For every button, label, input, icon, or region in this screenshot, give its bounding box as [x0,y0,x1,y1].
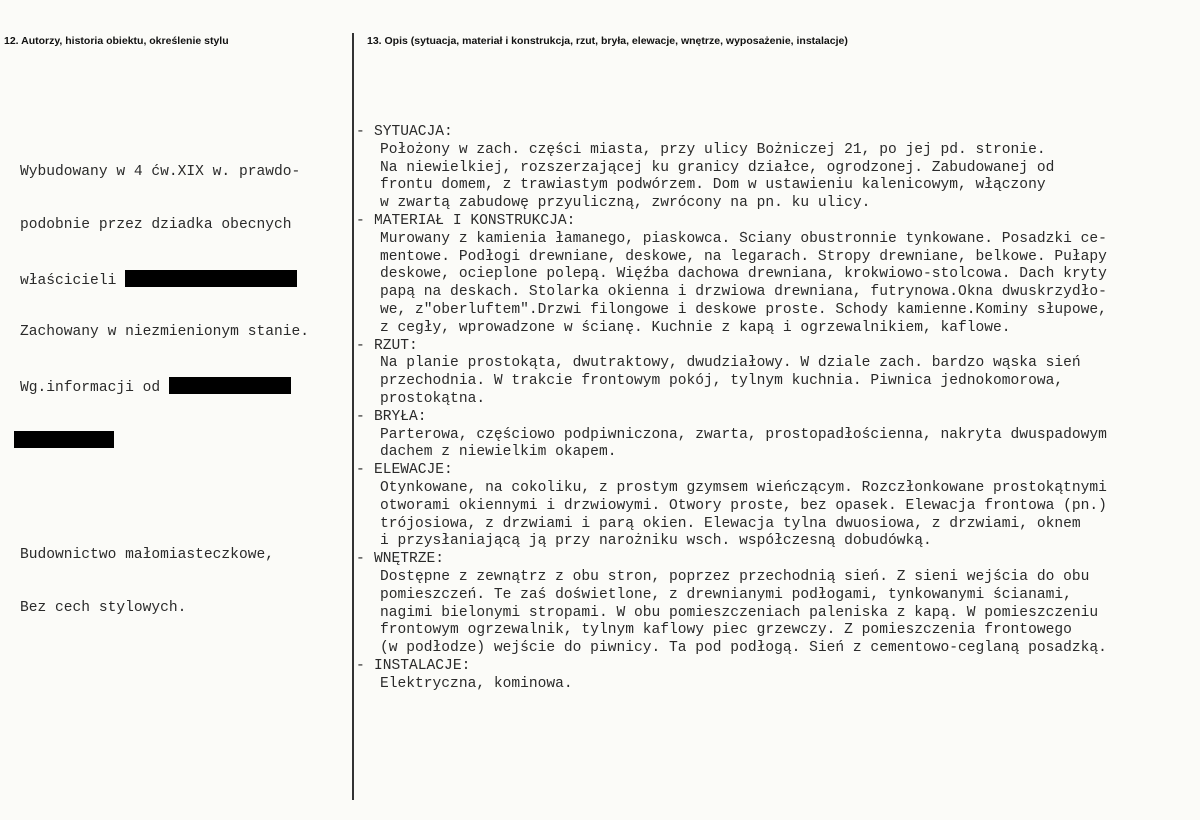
history-line: właścicieli [20,270,309,288]
section-line: przechodnia. W trakcie frontowym pokój, tylnym kuchnia. Piwnica jednokomorowa, [380,373,1064,390]
section-line: Na niewielkiej, rozszerzającej ku granicy działce, ogrodzonej. Zabudowanej od [380,159,1055,176]
section-line: deskowe, ocieplone polepą. Więźba dachowa drewniana, krokwiowo-stolcowa. Dach kryty [380,266,1107,283]
section-line: dachem z niewielkim okapem. [380,444,617,461]
column-divider [352,33,354,800]
section-line: Murowany z kamienia łamanego, piaskowca. Ściany obustronnie tynkowane. Posadzki ce- [380,230,1107,247]
section-body [356,480,1198,551]
section-line: otworami okiennymi i drzwiowymi. Otwory proste, bez opasek. Elewacja frontowa (pn.) [380,497,1107,514]
section-body [356,569,1198,658]
history-column [20,128,309,636]
description-section [356,409,1198,462]
section-line: Na planie prostokąta, dwutraktowy, dwudziałowy. W dziale zach. bardzo wąska sień [380,355,1081,372]
description-section [356,213,1198,338]
history-line: Zachowany w niezmienionym stanie. [20,323,310,340]
spacer [20,484,309,511]
section-body [356,355,1198,408]
section-line: i przysłaniającą ją przy narożniku wsch. współczesną dobudówką. [380,533,932,550]
section-heading [356,551,1198,569]
section-title: MATERIAŁ I KONSTRUKCJA: [374,212,576,229]
section-line: Elektryczna, kominowa. [380,675,573,692]
section-title: INSTALACJE: [374,657,471,674]
section-line: papą na deskach. Stolarka okienna i drzwiowa drewniana, futrynowa.Okna dwuskrzydło- [380,284,1107,301]
section-line: we, z"oberluftem".Drzwi filongowe i deskowe proste. Schody kamienne.Kominy słupowe, [380,301,1107,318]
section-title: BRYŁA: [374,408,427,425]
section-title: RZUT: [374,337,418,354]
redacted-block [169,377,291,394]
list-dash: - [356,337,365,354]
section-line: prostokątna. [380,390,486,407]
list-dash: - [356,551,365,568]
section-line: frontu domem, z trawiastym podwórzem. Dom w ustawieniu kalenicowym, włączony [380,177,1046,194]
section-12-header: 12. Autorzy, historia obiektu, określenie stylu [4,35,229,47]
section-line: w zwartą zabudowę przyuliczną, zwrócony na pn. ku ulicy. [380,195,871,212]
list-dash: - [356,462,365,479]
description-section [356,124,1198,213]
section-heading [356,124,1198,142]
list-dash: - [356,408,365,425]
section-line: (w podłodze) wejście do piwnicy. Ta pod podłogą. Sień z cementowo-ceglaną posadzką. [380,640,1107,657]
section-line: mentowe. Podłogi drewniane, deskowe, na legarach. Stropy drewniane, belkowe. Pułapy [380,248,1107,265]
section-title: SYTUACJA: [374,124,453,140]
section-line: trójosiowa, z drzwiami i parą okien. Elewacja tylna dwuosiowa, z drzwiami, oknem [380,515,1081,532]
description-section [356,658,1198,694]
section-heading [356,338,1198,356]
section-heading [356,462,1198,480]
section-title: ELEWACJE: [374,462,453,479]
section-heading [356,213,1198,231]
description-section [356,338,1198,409]
section-body [356,676,1198,694]
list-dash: - [356,124,365,140]
section-line: pomieszczeń. Te zaś doświetlone, z drewnianymi podłogami, tynkowanymi ścianami, [380,586,1072,603]
description-column [356,124,1198,694]
history-line [14,431,309,449]
section-line: frontowym ogrzewalnik, tylnym kaflowy piec grzewczy. Z pomieszczenia frontowego [380,622,1072,639]
description-section [356,551,1198,658]
section-line: Parterowa, częściowo podpiwniczona, zwarta, prostopadłościenna, nakryta dwuspadowym [380,426,1107,443]
redacted-block [14,431,114,448]
description-section [356,462,1198,551]
section-heading [356,658,1198,676]
history-line: podobnie przez dziadka obecnych [20,216,292,233]
history-line: Wg.informacji od [20,377,309,395]
section-line: Otynkowane, na cokoliku, z prostym gzymsem wieńczącym. Rozczłonkowane prostokątnymi [380,479,1107,496]
style-line: Budownictwo małomiasteczkowe, [20,546,274,563]
section-title: WNĘTRZE: [374,551,445,568]
section-body [356,231,1198,338]
section-line: Położony w zach. części miasta, przy ulicy Bożniczej 21, po jej pd. stronie. [380,141,1046,158]
section-line: nagimi bielonymi stropami. W obu pomieszczeniach paleniska z kapą. W pomieszczeniu [380,604,1099,621]
section-13-header: 13. Opis (sytuacja, materiał i konstrukcja, rzut, bryła, elewacje, wnętrze, wyposażenie, instalacje) [367,35,848,47]
section-line: z cegły, wprowadzone w ścianę. Kuchnie z kapą i ogrzewalnikiem, kaflowe. [380,319,1011,336]
history-line: Wybudowany w 4 ćw.XIX w. prawdo- [20,163,301,180]
redacted-block [125,270,297,287]
section-body [356,142,1198,213]
section-body [356,427,1198,463]
section-heading [356,409,1198,427]
style-line: Bez cech stylowych. [20,599,187,616]
list-dash: - [356,212,365,229]
section-line: Dostępne z zewnątrz z obu stron, poprzez przechodnią sień. Z sieni wejścia do obu [380,568,1090,585]
list-dash: - [356,657,365,674]
